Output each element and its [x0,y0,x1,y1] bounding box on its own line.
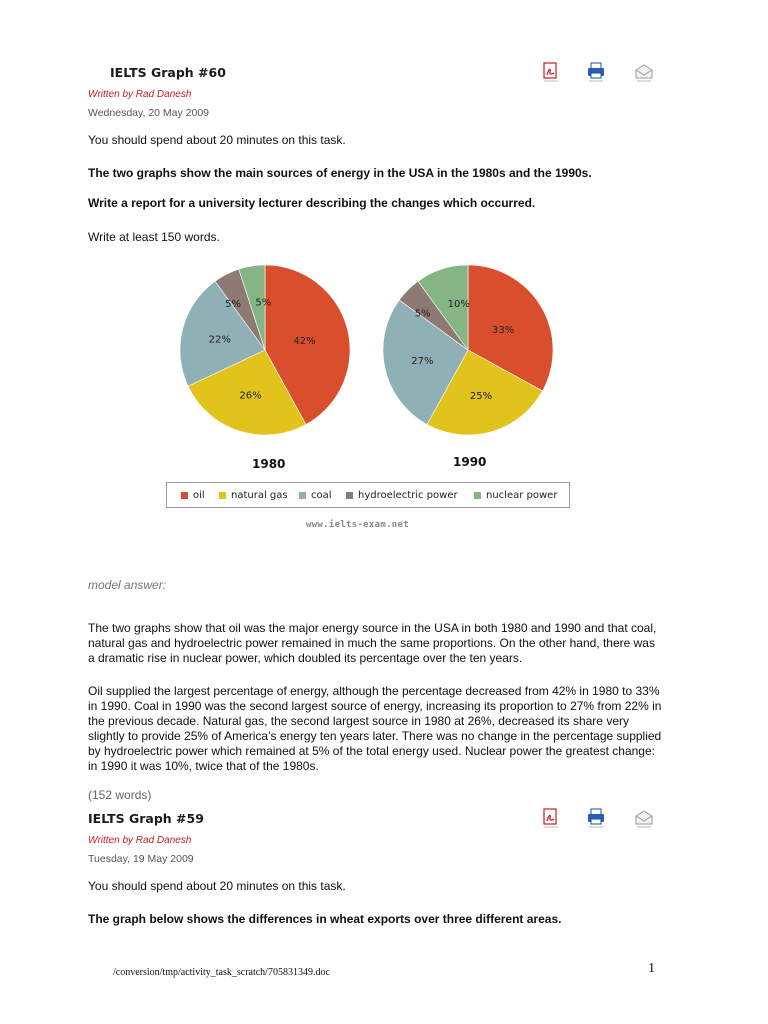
print-icon[interactable] [586,808,606,830]
article-title[interactable]: IELTS Graph #59 [88,811,204,826]
legend-swatch-natural-gas [219,492,226,499]
article-author: Written by Rad Danesh [88,89,192,100]
legend-item-nuclear: nuclear power [474,483,557,507]
word-count: (152 words) [88,788,152,802]
legend-item-hydroelectric: hydroelectric power [346,483,458,507]
page-number: 1 [648,961,655,976]
instruction-text: You should spend about 20 minutes on this task. [88,879,346,893]
answer-paragraph-2: Oil supplied the largest percentage of energy, although the percentage decreased from 42% in 1980 to 33% in 1990. Coal in 1990 was the second largest source of energy, increasing its proportion to 27% from 22% in the previous decade. Natural gas, the second largest source in 1980 at 26%, decreased its share very slightly to provide 25% of America’s energy ten years later. There was no change in the percentage supplied by hydroelectric power which remained at 5% of the total energy used. Nuclear power the greatest change: in 1990 it was 10%, twice that of the 1980s. [88,684,662,773]
task-instruction: Write a report for a university lecturer describing the changes which occurred. [88,196,536,210]
pie-chart-1990 [383,265,553,435]
word-requirement: Write at least 150 words. [88,230,220,244]
pie-value-label: 25% [469,390,493,402]
answer-paragraph-1: The two graphs show that oil was the major energy source in the USA in both 1980 and 1990 and that coal, natural gas and hydroelectric power remained in much the same proportions. On the other hand, there was a dramatic rise in nuclear power, which doubled its percentage over the ten years. [88,621,657,665]
legend-item-oil: oil [181,483,205,507]
pie-value-label: 5% [255,297,272,309]
pie-value-label: 5% [225,299,242,311]
legend-item-coal: coal [299,483,332,507]
chart-title-1980: 1980 [252,457,286,471]
chart-legend [166,482,570,508]
task-prompt: The graph below shows the differences in wheat exports over three different areas. [88,912,562,926]
pie-value-label: 22% [208,334,231,346]
article-author: Written by Rad Danesh [88,835,192,846]
pdf-icon[interactable] [541,62,561,84]
article-date: Tuesday, 19 May 2009 [88,853,194,865]
print-icon[interactable] [586,62,606,84]
pie-value-label: 42% [293,335,316,347]
email-icon[interactable] [634,62,654,84]
article-title[interactable]: IELTS Graph #60 [110,65,226,80]
pie-charts [170,260,570,440]
pie-value-label: 5% [414,308,431,320]
task-prompt: The two graphs show the main sources of energy in the USA in the 1980s and the 1990s. [88,166,592,180]
legend-swatch-oil [181,492,188,499]
footer-file-path: /conversion/tmp/activity_task_scratch/705831349.doc [113,967,330,978]
legend-swatch-nuclear [474,492,481,499]
legend-item-natural-gas: natural gas [219,483,288,507]
chart-title-1990: 1990 [453,455,487,469]
pie-value-label: 33% [492,325,515,337]
legend-swatch-hydroelectric [346,492,353,499]
email-icon[interactable] [634,808,654,830]
pdf-icon[interactable] [541,808,561,830]
pie-value-label: 26% [239,390,262,402]
pie-value-label: 10% [447,299,470,311]
model-answer-label: model answer: [88,578,167,592]
instruction-text: You should spend about 20 minutes on this task. [88,133,346,147]
article-date: Wednesday, 20 May 2009 [88,107,210,119]
pie-value-label: 27% [411,356,434,368]
pie-chart-1980 [180,265,350,435]
legend-swatch-coal [299,492,306,499]
chart-watermark: www.ielts-exam.net [306,520,409,530]
